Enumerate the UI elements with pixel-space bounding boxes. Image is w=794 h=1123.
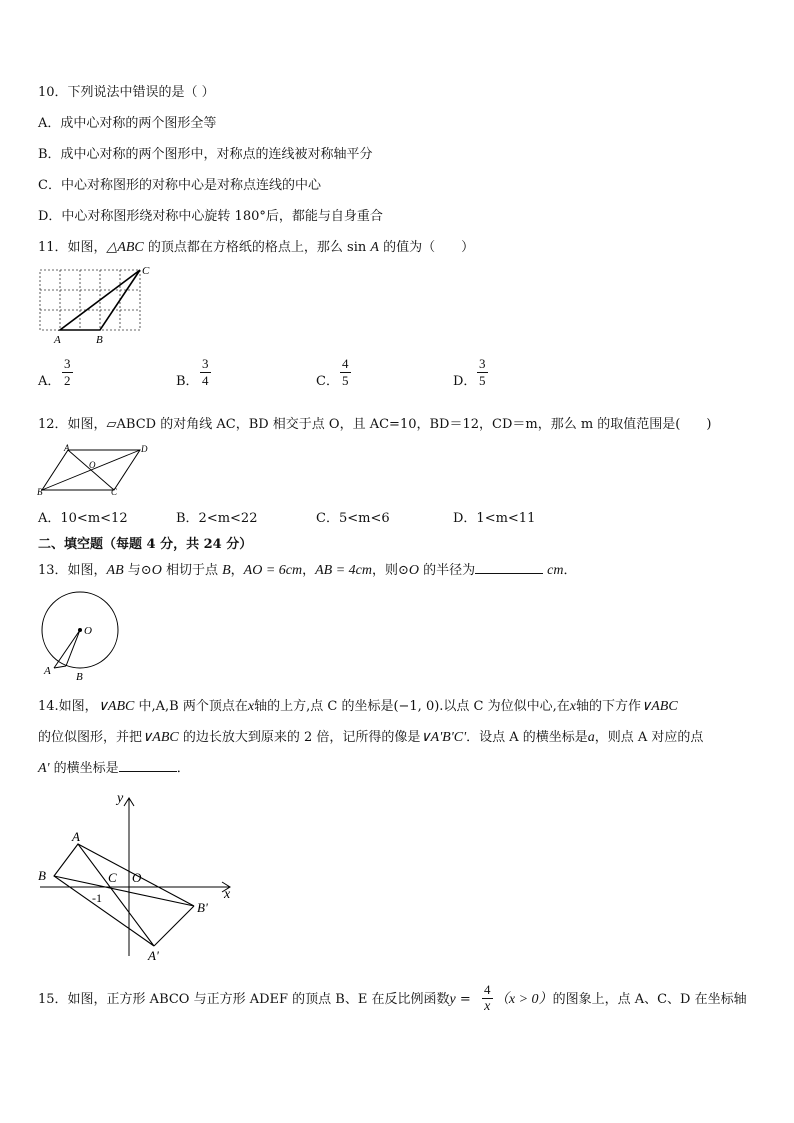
q14-x1: x (247, 699, 255, 714)
q10-option-b: B．成中心对称的两个图形中，对称点的连线被对称轴平分 (38, 147, 373, 162)
q13-ao: AO = 6cm (243, 563, 303, 578)
q15-frac (482, 982, 493, 1015)
q13-ab: AB (106, 563, 124, 578)
q15-p2: 的图象上，点 A、C、D 在坐标轴 (552, 992, 747, 1007)
q13-o2: O (408, 563, 420, 578)
q14-answer-blank[interactable] (119, 771, 177, 772)
q10-option-d: D．中心对称图形绕对称中心旋转 180°后，都能与自身重合 (38, 209, 383, 224)
q15-y: y (449, 992, 456, 1007)
q11-option-b-frac (200, 356, 211, 389)
q12-label-a: A (64, 443, 70, 453)
q14-label-c: C (108, 870, 117, 885)
q15-eq: = (455, 992, 475, 1007)
section-heading: 二、填空题（每题 4 分，共 24 分） (38, 537, 253, 552)
q13-stem (38, 562, 577, 580)
q10-option-c: C．中心对称图形的对称中心是对称点连线的中心 (38, 178, 321, 193)
q12-label-c: C (111, 487, 118, 497)
q13-label-b: B (76, 671, 83, 682)
q11-option-c-den: 5 (342, 373, 349, 388)
q13-unit: cm (547, 563, 564, 578)
q14-label-aprime: A' (148, 948, 159, 963)
q11-option-a-den: 2 (64, 373, 71, 388)
q12-option-b: B．2<m<22 (176, 511, 258, 526)
q11-option-b-num: 3 (202, 356, 209, 371)
q10-option-a: A．成中心对称的两个图形全等 (38, 116, 217, 131)
q15-p1: 15．如图，正方形 ABCO 与正方形 ADEF 的顶点 B、E 在反比例函数 (38, 992, 450, 1007)
q11-label-a: A (54, 334, 61, 346)
q14-label-y: y (117, 791, 124, 806)
q11-label-b: B (96, 334, 103, 346)
q14-label-bprime: B' (197, 900, 208, 915)
q14-label-b: B (38, 868, 46, 883)
q11-option-a-num: 3 (64, 356, 71, 371)
q14-tri1b: ∨ABC (641, 699, 678, 714)
q13-p7: 的半径为 (419, 563, 476, 578)
q11-option-d-letter: D． (453, 374, 477, 389)
q13-label-a: A (44, 665, 51, 677)
q14-line1c: 轴的上方,点 C 的坐标是(−1, 0).以点 C 为位似中心,在 (254, 699, 570, 714)
q14-label-x: x (224, 887, 231, 902)
q14-label-a: A (72, 829, 80, 844)
q15-den: x (484, 999, 491, 1014)
q14-tri2: ∨A'B'C' (420, 730, 467, 745)
q11-option-d-den: 5 (479, 373, 486, 388)
q14-label-o: O (132, 870, 142, 885)
q11-option-c-letter: C． (316, 374, 339, 389)
q13-p5: ， (302, 563, 316, 578)
q14-line2a: 的位似图形，并把 (38, 730, 143, 745)
q13-label-o: O (84, 625, 92, 637)
q11-option-b-letter: B． (176, 374, 199, 389)
q14-a: a (587, 730, 595, 745)
q14-line1a: 14.如图， (38, 699, 98, 714)
q14-line2b: 的边长放大到原来的 2 倍，记所得的像是 (178, 730, 421, 745)
q11-option-c-num: 4 (342, 356, 349, 371)
q12-parallelogram-figure (36, 442, 156, 498)
q11-option-a-letter: A． (38, 374, 61, 389)
q14-line3 (38, 760, 190, 778)
q15-cond: （x > 0） (494, 992, 553, 1007)
q11-option-d-frac (477, 356, 488, 389)
q13-p4: ， (230, 563, 244, 578)
q12-label-d: D (141, 444, 148, 454)
q12-label-b: B (37, 487, 43, 497)
q14-end: ． (176, 761, 190, 776)
q11-stem-prefix: 11．如图， (38, 240, 107, 255)
q13-end: ． (563, 563, 577, 578)
q11-grid-figure (36, 262, 156, 348)
q14-line2d: ，则点 A 对应的点 (594, 730, 704, 745)
q14-tri1c: ∨ABC (142, 730, 179, 745)
q13-circle-figure (36, 590, 136, 682)
q12-option-a: A．10<m<12 (38, 511, 128, 526)
q11-triangle: △ABC (106, 240, 144, 255)
q14-label-neg1: -1 (92, 891, 102, 905)
q11-option-b-den: 4 (202, 373, 209, 388)
q11-stem-mid: 的顶点都在方格纸的格点上，那么 sin (143, 240, 371, 255)
q14-tri1: ∨ABC (97, 699, 135, 714)
q12-label-o: O (89, 460, 96, 470)
q14-line1 (38, 698, 678, 716)
q11-stem (38, 239, 474, 257)
q13-answer-blank[interactable] (475, 573, 543, 574)
q14-coordinate-figure (36, 786, 246, 966)
q13-p2: 与⊙ (123, 563, 152, 578)
q11-option-c-frac (340, 356, 351, 389)
q15-stem (38, 991, 747, 1009)
q13-p3: 相切于点 (161, 563, 223, 578)
q13-b: B (222, 563, 231, 578)
q14-x2: x (569, 699, 576, 714)
q14-line1b: 中,A,B 两个顶点在 (134, 699, 248, 714)
q11-option-d-num: 3 (479, 356, 486, 371)
q11-stem-suffix: 的值为（ ） (378, 240, 475, 255)
q14-line2 (38, 729, 703, 747)
q12-option-c: C．5<m<6 (316, 511, 390, 526)
q14-aprime: A' (38, 761, 50, 776)
q13-abv: AB = 4cm (315, 563, 372, 578)
q14-line2c: ．设点 A 的横坐标是 (466, 730, 588, 745)
q11-option-a-frac (62, 356, 73, 389)
q12-option-d: D．1<m<11 (453, 511, 536, 526)
q11-var: A (370, 240, 379, 255)
q13-p1: 13．如图， (38, 563, 107, 578)
q10-stem: 10．下列说法中错误的是（ ） (38, 85, 215, 100)
q14-line1d: 轴的下方作 (575, 699, 641, 714)
q11-label-c: C (142, 265, 150, 277)
q15-num: 4 (484, 982, 491, 997)
q14-line3: 的横坐标是 (49, 761, 119, 776)
q13-o: O (151, 563, 162, 578)
q13-p6: ，则⊙ (371, 563, 409, 578)
q12-stem: 12．如图，▱ABCD 的对角线 AC，BD 相交于点 O，且 AC=10，BD＝12，CD＝m，那么 m 的取值范围是( ) (38, 417, 712, 432)
